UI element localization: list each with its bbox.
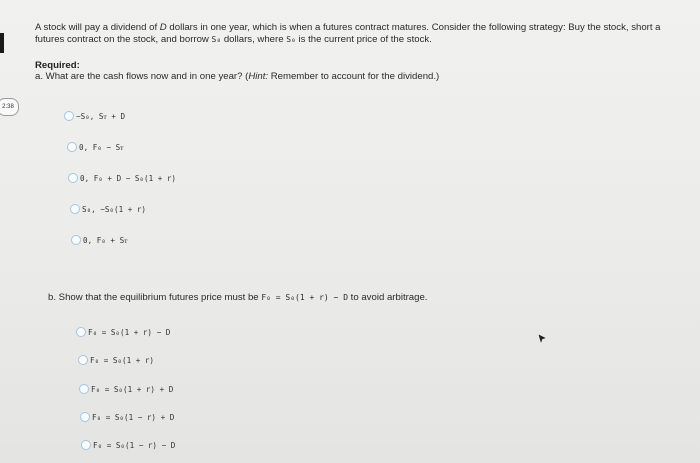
option-label: 0, F₀ + Sᴛ xyxy=(83,235,128,245)
radio-button[interactable] xyxy=(70,204,80,214)
option-label: S₀, −S₀(1 + r) xyxy=(82,204,147,214)
part-b-option-3[interactable] xyxy=(79,384,173,394)
question-intro: A stock will pay a dividend of D dollars in one year, which is when a futures contract matures. Consider the following strategy: Buy the stock, short a futures contract on the stock, and borrow S₀ dollars, where S₀ is the current price of the stock. xyxy=(35,22,661,45)
option-label: F₀ = S₀(1 + r) + D xyxy=(91,384,174,394)
part-b-option-4[interactable] xyxy=(80,412,174,422)
radio-button[interactable] xyxy=(78,355,88,365)
part-a-option-5[interactable] xyxy=(71,235,127,245)
part-b-option-1[interactable] xyxy=(76,327,170,337)
radio-button[interactable] xyxy=(81,440,91,450)
part-a-question: a. What are the cash flows now and in one year? (Hint: Remember to account for the dividend.) xyxy=(35,71,440,82)
radio-button[interactable] xyxy=(64,111,74,121)
timer-badge: 2:38 xyxy=(0,98,19,116)
part-b-question: b. Show that the equilibrium futures price must be F₀ = S₀(1 + r) − D to avoid arbitrage. xyxy=(48,292,428,303)
left-edge-marker xyxy=(0,33,4,53)
radio-button[interactable] xyxy=(80,412,90,422)
radio-button[interactable] xyxy=(68,173,78,183)
part-b-option-5[interactable] xyxy=(81,440,175,450)
option-label: F₀ = S₀(1 − r) − D xyxy=(93,440,176,450)
required-label: Required: xyxy=(35,60,80,71)
part-a-option-1[interactable] xyxy=(64,111,125,121)
radio-button[interactable] xyxy=(79,384,89,394)
radio-button[interactable] xyxy=(67,142,77,152)
part-b-option-2[interactable] xyxy=(78,355,154,365)
option-label: 0, F₀ + D − S₀(1 + r) xyxy=(80,173,177,183)
option-label: F₀ = S₀(1 + r) − D xyxy=(88,327,171,337)
radio-button[interactable] xyxy=(76,327,86,337)
option-label: F₀ = S₀(1 − r) + D xyxy=(92,412,175,422)
option-label: 0, F₀ − Sᴛ xyxy=(79,142,124,152)
part-a-option-4[interactable] xyxy=(70,204,146,214)
part-a-option-3[interactable] xyxy=(68,173,176,183)
radio-button[interactable] xyxy=(71,235,81,245)
mouse-cursor-icon xyxy=(538,334,546,343)
option-label: −S₀, Sᴛ + D xyxy=(76,111,126,121)
option-label: F₀ = S₀(1 + r) xyxy=(90,355,155,365)
part-a-option-2[interactable] xyxy=(67,142,123,152)
